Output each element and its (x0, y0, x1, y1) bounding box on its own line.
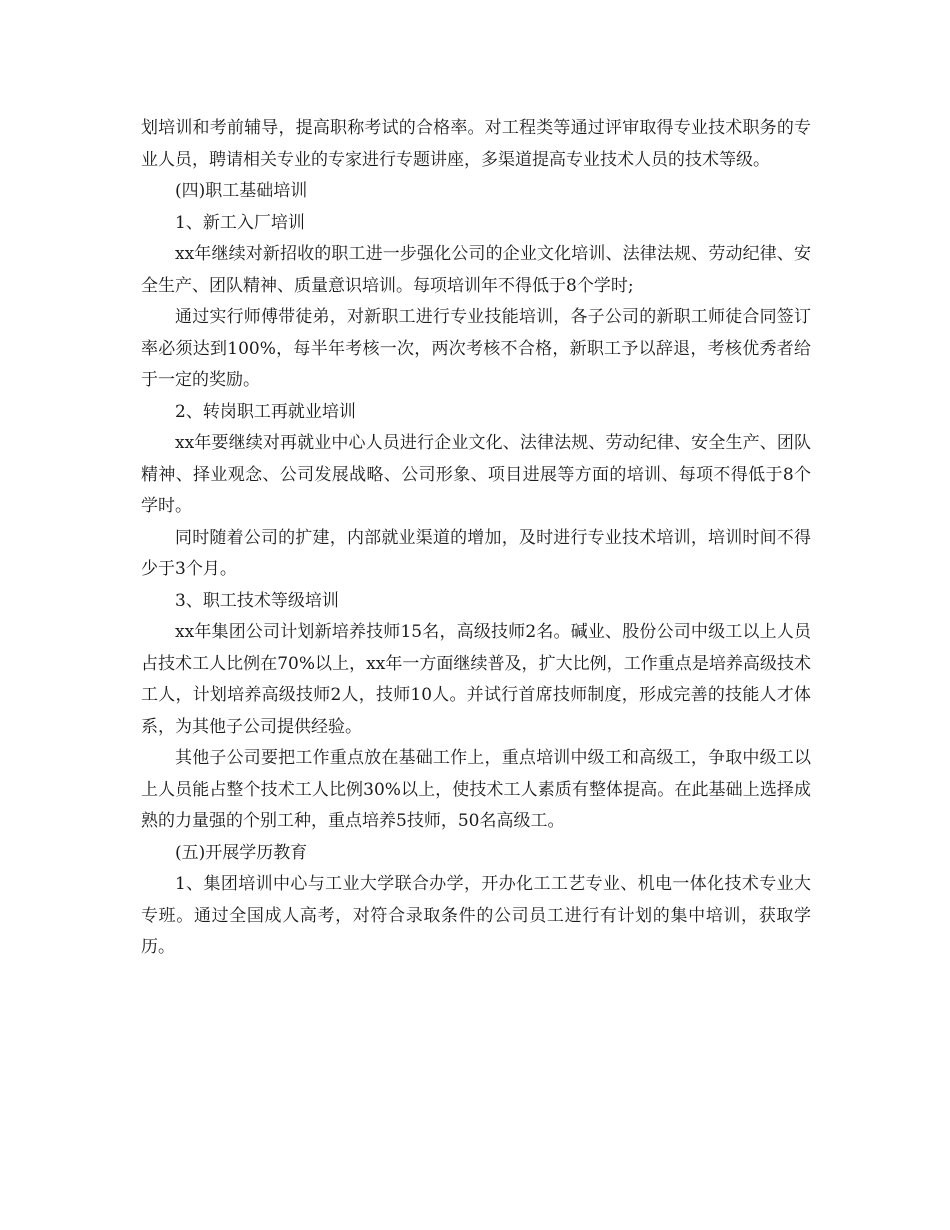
paragraph: xx年要继续对再就业中心人员进行企业文化、法律法规、劳动纪律、安全生产、团队精神、择业观念、公司发展战略、公司形象、项目进展等方面的培训、每项不得低于8个学时。 (141, 433, 811, 516)
paragraph-continuation: 划培训和考前辅导，提高职称考试的合格率。对工程类等通过评审取得专业技术职务的专业人员，聘请相关专业的专家进行专题讲座，多渠道提高专业技术人员的技术等级。 (141, 118, 811, 170)
paragraph: 同时随着公司的扩建，内部就业渠道的增加，及时进行专业技术培训，培训时间不得少于3个月。 (141, 527, 811, 579)
section-heading-five: (五)开展学历教育 (175, 842, 308, 863)
section-heading-four: (四)职工基础培训 (175, 181, 308, 201)
paragraph: xx年继续对新招收的职工进一步强化公司的企业文化培训、法律法规、劳动纪律、安全生产、团队精神、质量意识培训。每项培训年不得低于8个学时; (141, 244, 811, 296)
paragraph: 通过实行师傅带徒弟，对新职工进行专业技能培训，各子公司的新职工师徒合同签订率必须达到100%，每半年考核一次，两次考核不合格，新职工予以辞退，考核优秀者给于一定的奖励。 (141, 307, 811, 390)
paragraph: 其他子公司要把工作重点放在基础工作上，重点培训中级工和高级工，争取中级工以上人员能占整个技术工人比例30%以上，使技术工人素质有整体提高。在此基础上选择成熟的力量强的个别工种，重点培养5技师，50名高级工。 (141, 748, 811, 831)
subheading-reemployment-training: 2、转岗职工再就业培训 (175, 401, 356, 422)
document-body (141, 113, 811, 964)
paragraph: xx年集团公司计划新培养技师15名，高级技师2名。碱业、股份公司中级工以上人员占技术工人比例在70%以上，xx年一方面继续普及，扩大比例，工作重点是培养高级技术工人，计划培养高级技师2人，技师10人。并试行首席技师制度，形成完善的技能人才体系，为其他子公司提供经验。 (141, 622, 811, 737)
paragraph: 1、集团培训中心与工业大学联合办学，开办化工工艺专业、机电一体化技术专业大专班。通过全国成人高考，对符合录取条件的公司员工进行有计划的集中培训，获取学历。 (141, 874, 811, 957)
subheading-new-worker-training: 1、新工入厂培训 (175, 212, 305, 233)
subheading-technical-grade-training: 3、职工技术等级培训 (175, 590, 339, 611)
